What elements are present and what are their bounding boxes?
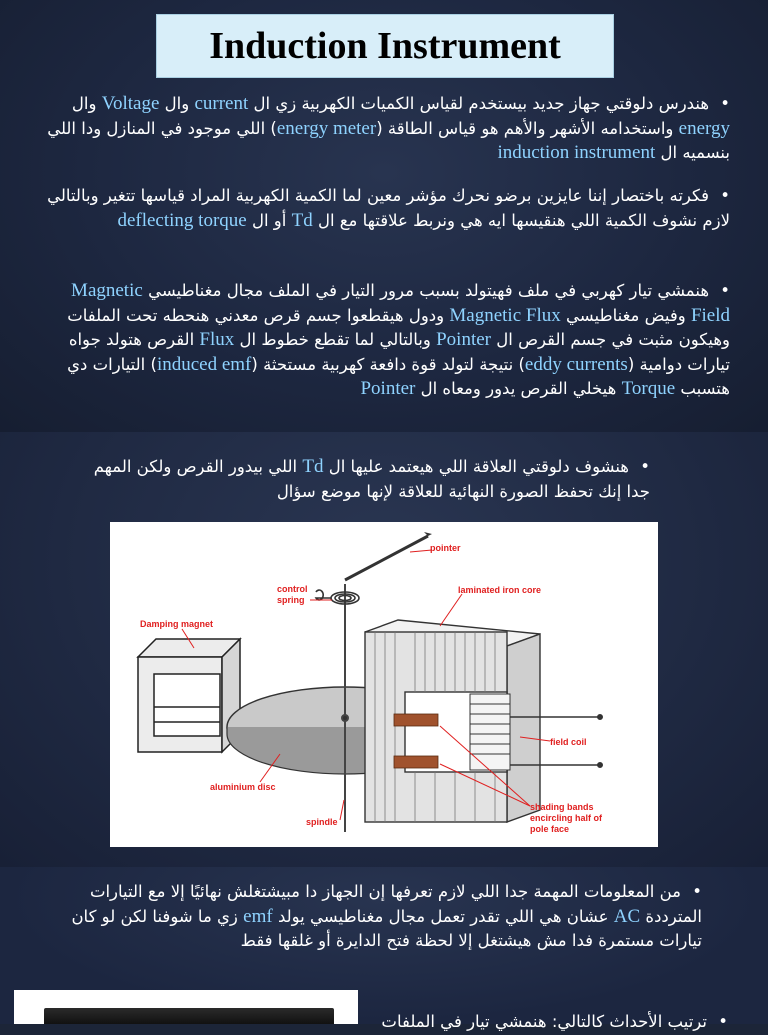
bullet: • xyxy=(718,1012,728,1031)
paragraph-intro xyxy=(40,92,730,166)
text: ) نتيجة لتولد قوة دافعة كهربية مستحثة ( xyxy=(251,354,525,374)
term-td: Td xyxy=(302,456,324,477)
induction-instrument-diagram xyxy=(110,522,658,847)
text: فكرته باختصار إننا عايزين برضو نحرك مؤشر معين لما الكمية الكهربية المراد قياسها تتغير وبالتالي لازم نشوف الكمية اللي هنقيسها ايه هي ونربط علاقتها مع ال xyxy=(47,186,730,230)
term-torque: Torque xyxy=(621,378,676,399)
term-deflecting-torque: deflecting torque xyxy=(117,209,247,231)
text: ودول هيقطعوا جسم قرص معدني هنحطه تحت الملفات وهيكون مثبت في جسم القرص ال xyxy=(67,305,730,349)
paragraph-idea xyxy=(40,184,730,233)
term-energy: energy xyxy=(678,117,730,139)
label-aluminium-disc: aluminium disc xyxy=(210,782,276,792)
text: ) اللي موجود في المنازل ودا اللي بنسميه ال xyxy=(47,118,730,162)
text: من المعلومات المهمة جدا اللي لازم تعرفها إن الجهاز دا مبيشتغلش نهائيًا إلا مع التيارات المترددة xyxy=(89,882,702,926)
text: وال xyxy=(71,94,97,113)
bullet: • xyxy=(720,281,730,300)
label-field-coil: field coil xyxy=(550,737,587,747)
label-laminated-iron-core: laminated iron core xyxy=(458,585,542,595)
bullet: • xyxy=(640,457,650,476)
bullet: • xyxy=(692,882,702,901)
text: هنشوف دلوقتي العلاقة اللي هيعتمد عليها ال xyxy=(328,457,630,476)
label-shading-bands xyxy=(530,802,605,834)
control-spring-shape xyxy=(316,590,359,604)
paragraph-operation xyxy=(40,279,730,402)
label-control-spring-line1: control xyxy=(277,584,308,594)
damping-magnet-shape xyxy=(138,639,240,752)
term-magnetic-field: Magnetic Field xyxy=(71,280,730,326)
bottom-image xyxy=(14,990,358,1024)
text: زي ما شوفنا لكن لو كان تيارات مستمرة فدا مش هيشتغل إلا لحظة فتح الدايرة أو غلقها فقط xyxy=(71,906,702,950)
label-damping-magnet: Damping magnet xyxy=(140,619,214,629)
text: اللي بيدور القرص ولكن المهم جدا إنك تحفظ الصورة النهائية للعلاقة لإنها موضع سؤال xyxy=(93,457,650,501)
term-pointer: Pointer xyxy=(436,329,491,350)
text: وبالتالي لما تقطع خطوط ال xyxy=(239,330,431,349)
term-flux: Flux xyxy=(199,329,235,350)
term-induction-instrument: induction instrument xyxy=(497,142,656,163)
bottom-image-device xyxy=(44,1008,334,1024)
page-title: Induction Instrument xyxy=(209,25,561,67)
term-ac: AC xyxy=(613,905,641,927)
label-control-spring-line2: spring xyxy=(277,595,305,605)
term-energy-meter: energy meter xyxy=(276,117,377,139)
label-control-spring xyxy=(277,584,310,605)
text: وال xyxy=(164,94,190,113)
paragraph-ac-note xyxy=(42,880,702,954)
term-pointer: Pointer xyxy=(360,378,416,399)
text: أو ال xyxy=(251,210,287,230)
bullet: • xyxy=(720,94,730,113)
text: ترتيب الأحداث كالتالي: هنمشي تيار في الملفات xyxy=(381,1012,708,1031)
term-voltage: Voltage xyxy=(101,93,160,114)
text: هيخلي القرص يدور ومعاه ال xyxy=(420,379,617,398)
bullet: • xyxy=(720,186,730,205)
label-shading-bands-line2: encircling half of xyxy=(530,813,603,823)
text: وفيض مغناطيسي xyxy=(566,305,686,325)
text: واستخدامه الأشهر والأهم هو قياس الطاقة ( xyxy=(376,118,674,138)
text: هنمشي تيار كهربي في ملف فهيتولد بسبب مرور التيار في الملف مجال مغناطيسي xyxy=(148,281,710,300)
text: عشان هي اللي تقدر تعمل مجال مغناطيسي يولد xyxy=(277,906,609,926)
paragraph-relation xyxy=(90,455,650,504)
label-pointer: pointer xyxy=(430,543,461,553)
label-shading-bands-line3: pole face xyxy=(530,824,570,834)
text: هندرس دلوقتي جهاز جديد بيستخدم لقياس الكميات الكهربية زي ال xyxy=(253,94,710,113)
text: القرص هتولد جواه تيارات دوامية ( xyxy=(68,330,730,374)
term-magnetic-flux: Magnetic Flux xyxy=(449,304,561,326)
pointer-shape xyxy=(345,532,432,580)
label-spindle: spindle xyxy=(306,817,338,827)
term-current: current xyxy=(194,93,249,114)
paragraph-sequence xyxy=(368,1010,728,1035)
term-emf: emf xyxy=(243,905,273,927)
title-box xyxy=(156,14,614,78)
label-shading-bands-line1: shading bands xyxy=(530,802,594,812)
term-eddy-currents: eddy currents xyxy=(524,353,628,375)
text: ) التيارات دي هتسبب xyxy=(67,354,730,398)
term-td: Td xyxy=(291,209,313,231)
term-induced-emf: induced emf xyxy=(156,353,252,375)
